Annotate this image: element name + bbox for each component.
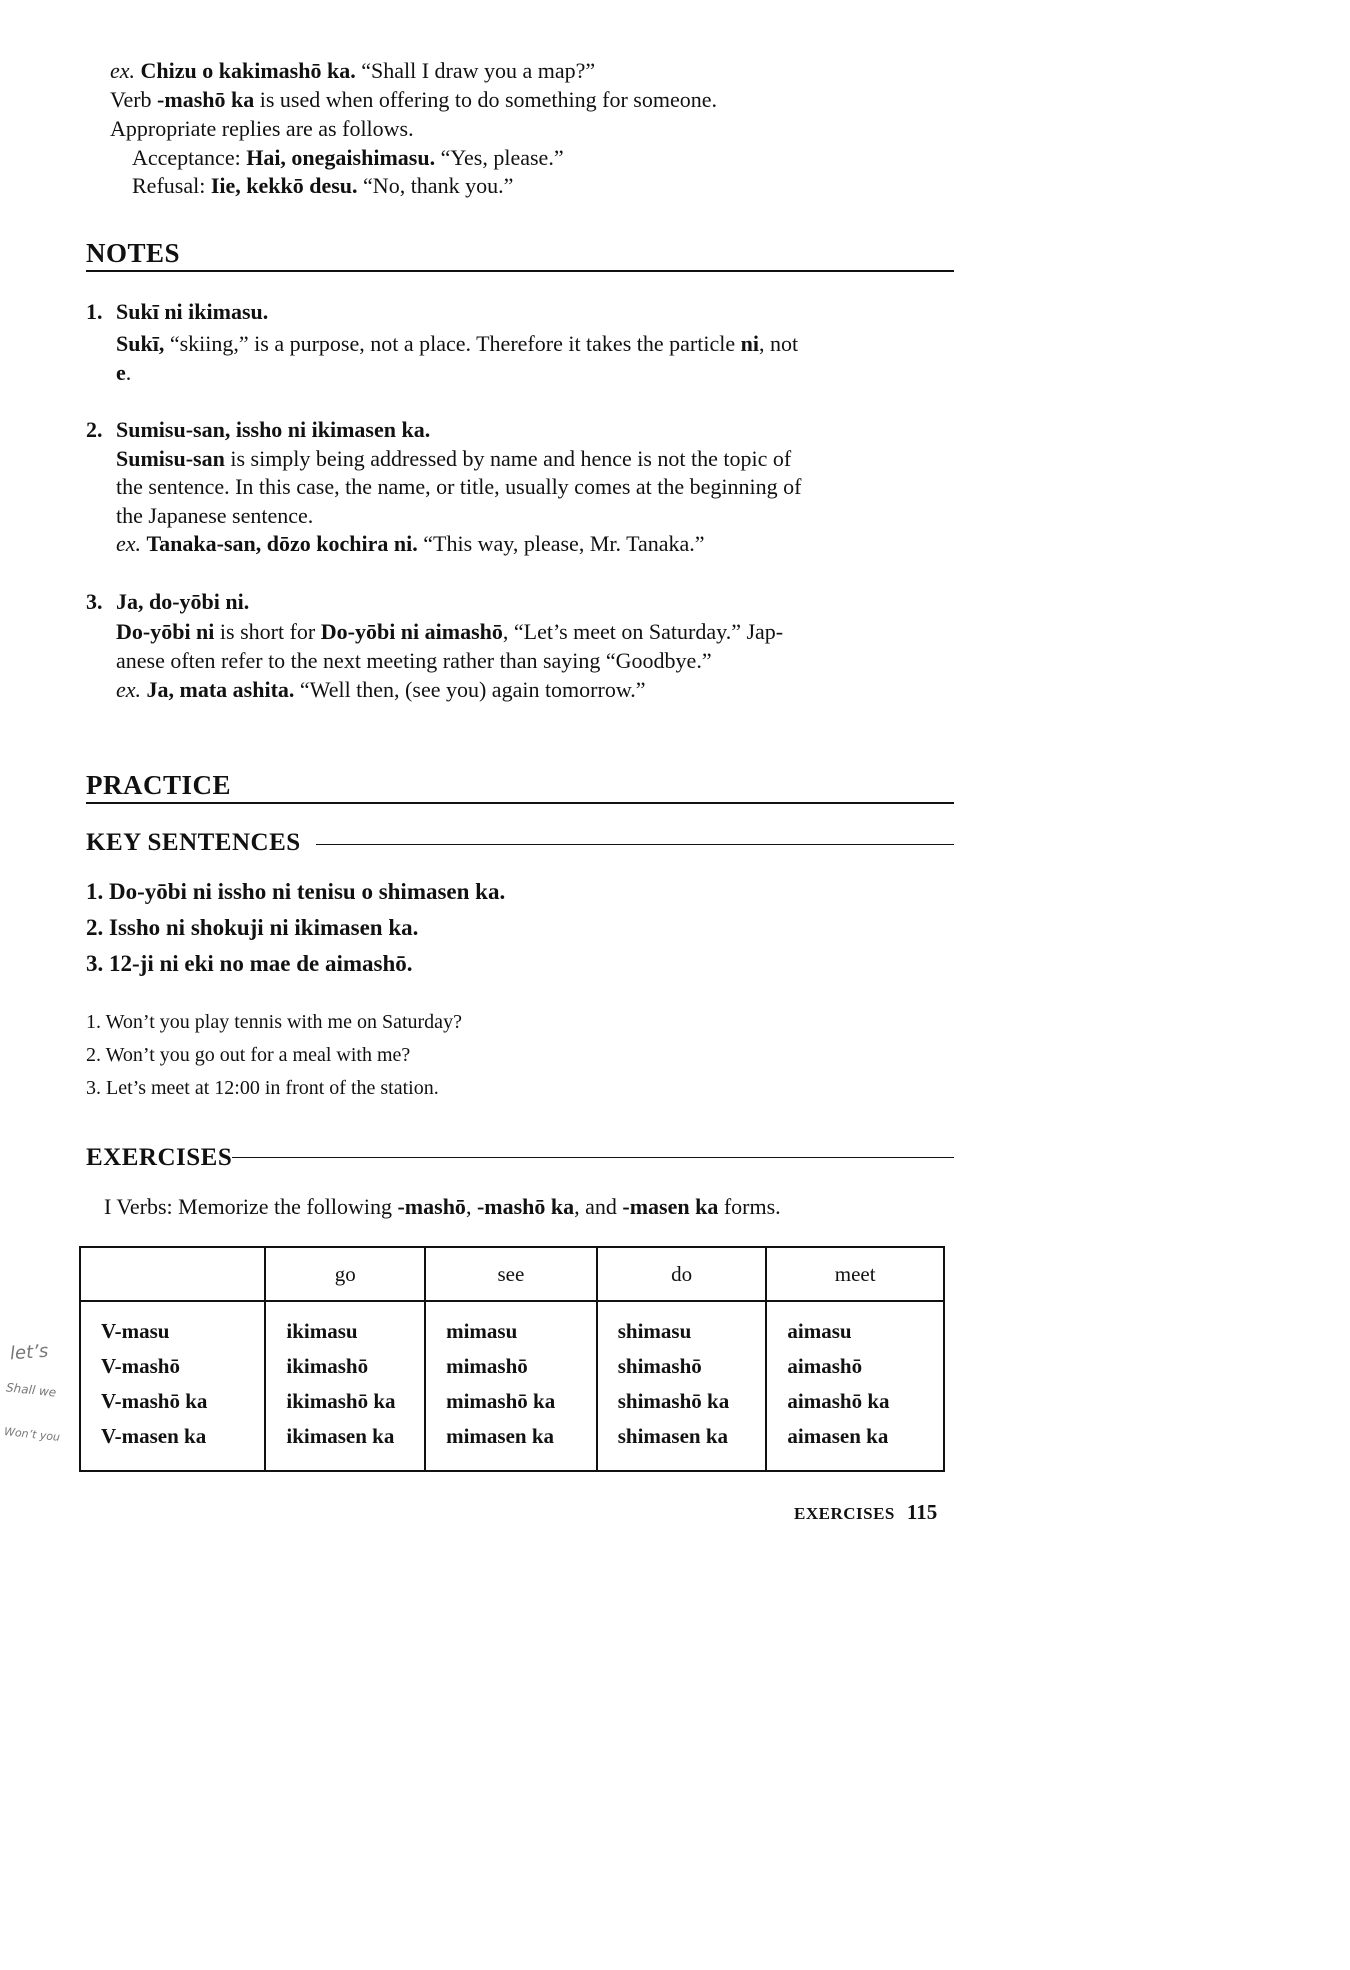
note-1-number: 1.: [86, 299, 103, 324]
bold-form: Ja, mata ashita.: [146, 677, 295, 702]
list-text: Issho ni shokuji ni ikimasen ka.: [109, 915, 419, 940]
text-span: “Yes, please.”: [435, 145, 564, 170]
conjugation-table: [79, 1246, 945, 1472]
text-span: is short for: [214, 619, 321, 644]
label: Acceptance:: [132, 145, 247, 170]
bold-form: ni: [740, 331, 759, 356]
table-cell: aimashō ka: [787, 1389, 890, 1413]
note-1-line-2: [116, 358, 131, 387]
bold-form: -mashō: [397, 1194, 466, 1219]
note-3-example: [116, 675, 646, 704]
table-header-cell: do: [597, 1247, 767, 1301]
table-cell: shimashō ka: [617, 1389, 730, 1413]
intro-verb-line: [110, 85, 717, 114]
table-column-go: [265, 1301, 425, 1471]
key-sentences-rule: [316, 844, 954, 845]
table-cell: ikimashō ka: [286, 1389, 396, 1413]
note-3-line-1: [116, 617, 783, 646]
list-number: 1.: [86, 1011, 101, 1033]
bold-form: -mashō ka: [157, 87, 255, 112]
bold-form: -mashō ka: [476, 1194, 575, 1219]
key-sentences-heading: KEY SENTENCES: [86, 829, 301, 856]
list-text: Let’s meet at 12:00 in front of the station.: [106, 1077, 439, 1099]
table-cell: V-mashō ka: [101, 1389, 208, 1413]
table-column-see: [425, 1301, 597, 1471]
table-header-cell: go: [265, 1247, 425, 1301]
exercises-heading: EXERCISES: [86, 1144, 233, 1171]
text-span: , not: [758, 331, 799, 356]
table-cell: ikimashō: [286, 1354, 369, 1378]
text-span: “skiing,” is a purpose, not a place. Therefore it takes the particle: [164, 331, 741, 356]
table-cell: mimashō ka: [446, 1389, 556, 1413]
example-japanese: Chizu o kakimashō ka.: [140, 58, 356, 83]
page-number: 115: [906, 1500, 938, 1524]
example-english: “Shall I draw you a map?”: [361, 58, 596, 83]
bold-form: Sumisu-san: [116, 446, 225, 471]
intro-acceptance: [132, 143, 564, 172]
note-2-number: 2.: [86, 417, 103, 442]
note-2-example: [116, 529, 705, 558]
table-cell: aimasu: [787, 1319, 852, 1343]
note-3-line-2: anese often refer to the next meeting rather than saying “Goodbye.”: [116, 648, 712, 673]
table-cell: mimashō: [446, 1354, 528, 1378]
table-cell: aimasen ka: [787, 1424, 889, 1448]
note-1-title: Sukī ni ikimasu.: [116, 299, 269, 324]
table-header-cell: [80, 1247, 265, 1301]
bold-form: Hai, onegaishimasu.: [246, 145, 436, 170]
key-sentence-3: [86, 946, 412, 982]
note-2-line-1: [116, 444, 791, 473]
running-footer: [794, 1500, 937, 1525]
practice-rule: [86, 802, 954, 804]
note-2-line-2: the sentence. In this case, the name, or title, usually comes at the beginning of: [116, 474, 802, 499]
handwritten-note: let’s: [9, 1340, 49, 1365]
text-span: I Verbs: Memorize the following: [104, 1194, 398, 1219]
table-cell: V-mashō: [101, 1354, 180, 1378]
bold-form: -masen ka: [622, 1194, 719, 1219]
bold-form: Tanaka-san, dōzo kochira ni.: [146, 531, 418, 556]
list-number: 2.: [86, 1044, 101, 1066]
note-3-title: Ja, do-yōbi ni.: [116, 589, 250, 614]
table-cell: mimasen ka: [446, 1424, 555, 1448]
list-number: 3.: [86, 1077, 101, 1099]
example-marker: ex.: [116, 531, 142, 556]
list-text: Won’t you go out for a meal with me?: [105, 1044, 411, 1066]
text-span: is used when offering to do something for someone.: [254, 87, 717, 112]
key-sentence-1: [86, 874, 505, 910]
intro-refusal: [132, 171, 513, 200]
translation-2: [86, 1039, 410, 1072]
list-text: Won’t you play tennis with me on Saturday?: [105, 1011, 462, 1033]
notes-rule: [86, 270, 954, 272]
text-span: .: [125, 360, 132, 385]
bold-form: Iie, kekkō desu.: [210, 173, 358, 198]
text-span: , and: [574, 1194, 623, 1219]
example-marker: ex.: [116, 677, 142, 702]
translation-1: [86, 1006, 462, 1039]
table-cell: V-masen ka: [101, 1424, 207, 1448]
list-text: 12-ji ni eki no mae de aimashō.: [109, 951, 413, 976]
label: Refusal:: [132, 173, 211, 198]
list-text: Do-yōbi ni issho ni tenisu o shimasen ka.: [109, 879, 506, 904]
table-cell: shimashō: [617, 1354, 702, 1378]
text-span: , “Let’s meet on Saturday.” Jap-: [502, 619, 784, 644]
list-number: 1.: [86, 879, 104, 904]
text-span: is simply being addressed by name and hence is not the topic of: [224, 446, 792, 471]
table-header-cell: meet: [766, 1247, 944, 1301]
note-2-title: Sumisu-san, issho ni ikimasen ka.: [116, 417, 431, 442]
list-number: 3.: [86, 951, 104, 976]
translation-3: [86, 1072, 439, 1105]
note-3-number: 3.: [86, 589, 103, 614]
note-2-line-3: the Japanese sentence.: [116, 503, 314, 528]
text-span: “No, thank you.”: [357, 173, 514, 198]
exercises-rule: [232, 1157, 954, 1158]
bold-form: e: [116, 360, 126, 385]
table-header-cell: see: [425, 1247, 597, 1301]
text-span: “Well then, (see you) again tomorrow.”: [294, 677, 646, 702]
table-header-row: [80, 1247, 944, 1301]
table-cell: shimasen ka: [617, 1424, 729, 1448]
notes-heading: NOTES: [86, 238, 181, 268]
table-cell: mimasu: [446, 1319, 518, 1343]
text-span: Verb: [110, 87, 158, 112]
exercise-instruction: [104, 1192, 781, 1221]
bold-form: Do-yōbi ni: [116, 619, 215, 644]
text-span: ,: [465, 1194, 477, 1219]
table-body-row: [80, 1301, 944, 1471]
table-cell: ikimasu: [286, 1319, 358, 1343]
note-1-line-1: [116, 329, 798, 358]
table-cell: shimasu: [617, 1319, 692, 1343]
table-cell: V-masu: [101, 1319, 170, 1343]
text-span: “This way, please, Mr. Tanaka.”: [417, 531, 705, 556]
list-number: 2.: [86, 915, 104, 940]
practice-heading: PRACTICE: [86, 770, 232, 800]
table-column-forms: [80, 1301, 265, 1471]
key-sentence-2: [86, 910, 418, 946]
table-cell: aimashō: [787, 1354, 863, 1378]
handwritten-note: Shall we: [5, 1380, 57, 1400]
example-marker: ex.: [110, 58, 136, 83]
table-column-do: [597, 1301, 767, 1471]
intro-replies-line: Appropriate replies are as follows.: [110, 116, 414, 141]
intro-example: [110, 56, 595, 85]
text-span: forms.: [718, 1194, 781, 1219]
handwritten-note: Won’t you: [3, 1425, 61, 1444]
bold-form: Do-yōbi ni aimashō: [320, 619, 503, 644]
table-cell: ikimasen ka: [286, 1424, 395, 1448]
footer-section: EXERCISES: [794, 1504, 895, 1523]
bold-form: Sukī,: [116, 331, 165, 356]
table-column-meet: [766, 1301, 944, 1471]
